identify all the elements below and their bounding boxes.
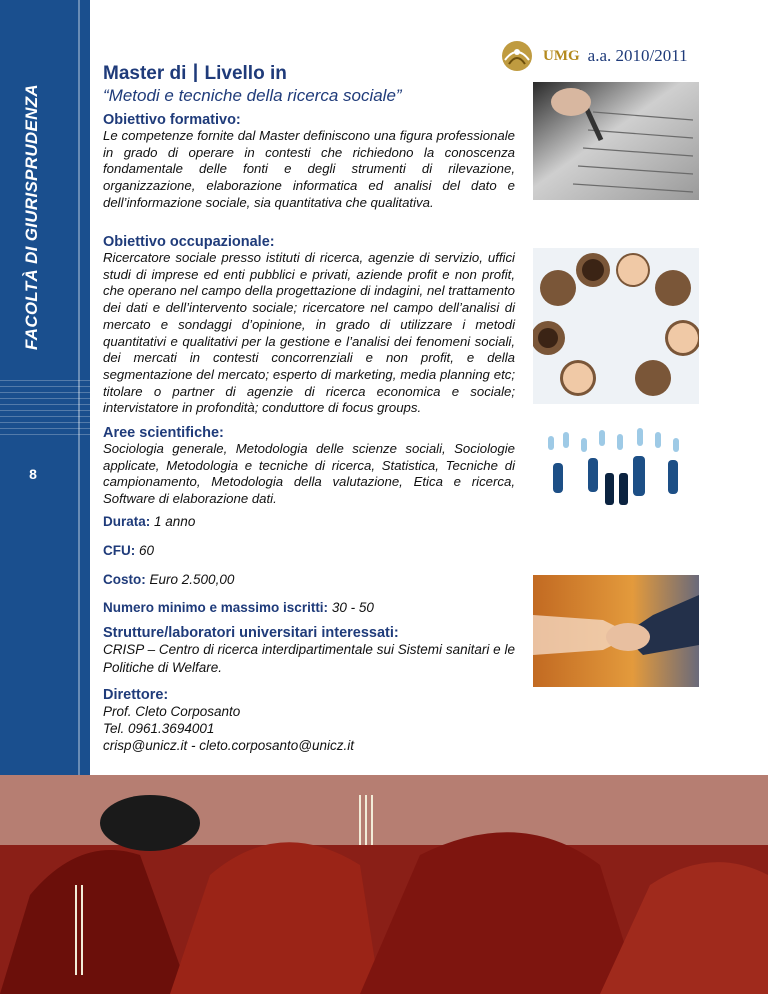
costo-label: Costo: — [103, 572, 146, 587]
iscritti-value: 30 - 50 — [331, 600, 374, 615]
section-obiettivo-formativo — [103, 112, 515, 212]
section-aree-scientifiche — [103, 425, 515, 508]
durata-label: Durata: — [103, 514, 151, 529]
direttore-email: crisp@unicz.it - cleto.corposanto@unicz.it — [103, 738, 355, 753]
section-strutture — [103, 625, 515, 677]
section-heading: Strutture/laboratori universitari interessati: — [103, 625, 399, 641]
section-direttore — [103, 687, 515, 754]
durata-value: 1 anno — [154, 514, 196, 529]
title-prefix: Master di — [103, 63, 192, 84]
section-heading: Aree scientifiche: — [103, 425, 224, 441]
sidebar — [0, 0, 90, 775]
header — [493, 36, 688, 76]
page-number: 8 — [29, 466, 37, 482]
iscritti-label: Numero minimo e massimo iscritti: — [103, 600, 329, 615]
graduation-robes-photo — [0, 775, 768, 994]
costo-value: Euro 2.500,00 — [149, 572, 235, 587]
title-level: I — [191, 58, 200, 88]
page-title — [103, 58, 287, 89]
logo-text: UMG — [543, 47, 580, 64]
section-heading: Direttore: — [103, 687, 169, 703]
direttore-name: Prof. Cleto Corposanto — [103, 704, 241, 719]
iscritti-line — [103, 600, 374, 615]
cfu-line — [103, 543, 154, 558]
title-suffix: Livello in — [199, 63, 287, 84]
section-text: Le competenze fornite dal Master definiscono una figura professionale in grado di operare in contesti che richiedono la conoscenza fondamentale delle fonti e degli strumenti di rilevazione, organizzazione, elaborazione informatica ed analisi del dato e dell’informazione sociale, sia quantitativa che qualitativa. — [103, 128, 515, 210]
people-circle-photo — [533, 248, 699, 404]
sidebar-stripes — [0, 380, 90, 440]
handshake-photo — [533, 575, 699, 687]
section-text: Sociologia generale, Metodologia delle scienze sociali, Sociologie applicate, Metodologia e tecniche di ricerca, Statistica, Tecniche di campionamento, Metodologia della valutazione, Etica e ricerca, Software di elaborazione dati. — [103, 441, 515, 507]
pen-document-photo — [533, 82, 699, 200]
costo-line — [103, 572, 234, 587]
section-heading: Obiettivo formativo: — [103, 112, 241, 128]
umg-logo-icon — [493, 38, 541, 74]
academic-year: a.a. 2010/2011 — [587, 46, 688, 65]
durata-line — [103, 514, 195, 529]
cfu-label: CFU: — [103, 543, 136, 558]
direttore-phone: Tel. 0961.3694001 — [103, 721, 215, 736]
section-heading: Obiettivo occupazionale: — [103, 234, 275, 250]
section-obiettivo-occupazionale — [103, 234, 515, 417]
section-text: CRISP – Centro di ricerca interdipartimentale sui Sistemi sanitari e le Politiche di Welfare. — [103, 642, 515, 675]
faculty-label: FACOLTÀ DI GIURISPRUDENZA — [22, 84, 41, 350]
page-subtitle: “Metodi e tecniche della ricerca sociale” — [103, 86, 402, 105]
cfu-value: 60 — [139, 543, 155, 558]
section-text: Ricercatore sociale presso istituti di ricerca, agenzie di servizio, uffici studi di imprese ed enti pubblici e privati, aziende profit e non profit, che operano nel campo della progettazione di indagini, nel trattamento dei dati e dell’intervento sociale; ricercatore nel campo dell’analisi di mercato e sondaggi d’opinione, in grado di utilizzare i metodi quantitativi e qualitativi per la gestione e l’analisi dei fenomeni sociali, dei mercati in contesti concorrenziali e non profit, e della segmentazione del mercato; esperto di marketing, media planning etc; titolare o partner di agenzie di ricerca economica e sociale; intervistatore in profondità; conduttore di focus groups. — [103, 250, 515, 416]
business-crowd-photo — [533, 418, 699, 514]
